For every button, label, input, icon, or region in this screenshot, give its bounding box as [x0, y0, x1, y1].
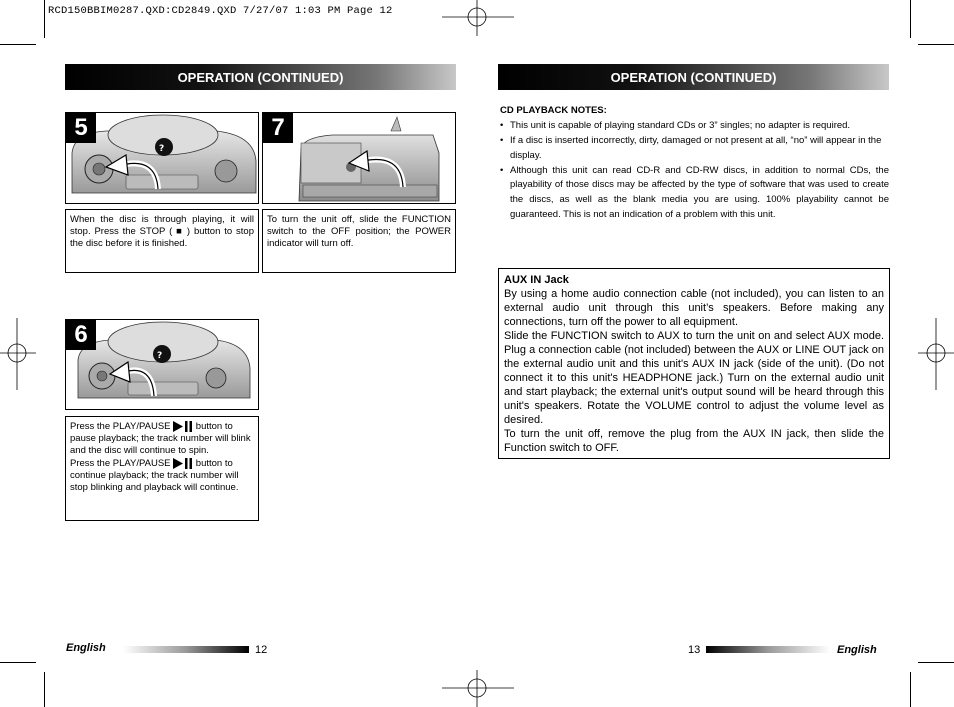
registration-mark-icon [918, 318, 954, 390]
aux-in-title: AUX IN Jack [504, 274, 569, 286]
step-5-caption: When the disc is through playing, it will stop. Press the STOP ( ■ ) button to stop the disc before it is finished. [65, 209, 259, 273]
step-number: 6 [66, 320, 96, 350]
crop-mark [0, 44, 36, 45]
step-number: 7 [263, 113, 293, 143]
cd-playback-notes-list [499, 119, 889, 223]
right-page-header: OPERATION (CONTINUED) [498, 64, 889, 90]
registration-mark-icon [0, 318, 36, 390]
footer-gradient-bar [706, 646, 830, 653]
step-7-caption: To turn the unit off, slide the FUNCTION switch to the OFF position; the POWER indicator will turn off. [262, 209, 456, 273]
aux-in-section [498, 268, 890, 459]
svg-text:?: ? [159, 144, 165, 154]
step-6-caption: Press the PLAY/PAUSE button to pause playback; the track number will blink and the disc will continue to spin. Press the PLAY/PAUSE button to continue playback; the track number will stop blinking and playback will continue. [65, 416, 259, 521]
list-item: • If a disc is inserted incorrectly, dirty, damaged or not present at all, “no” will appear in the display. [499, 134, 889, 163]
footer-gradient-bar [123, 646, 249, 653]
play-pause-icon [173, 458, 193, 469]
crop-mark [0, 662, 36, 663]
step-6-illustration [65, 319, 259, 410]
registration-mark-icon [442, 670, 514, 707]
aux-paragraph: By using a home audio connection cable (not included), you can listen to an external audio unit through this unit’s speakers. Before making any connections, turn off the power to all equipment. [504, 288, 884, 328]
page-number-right: 13 [688, 644, 701, 656]
page-number-left: 12 [255, 644, 268, 656]
footer-language-left: English [66, 642, 106, 654]
registration-mark-icon [442, 0, 514, 36]
step-7-illustration [262, 112, 456, 204]
crop-mark [910, 672, 911, 707]
crop-mark [918, 44, 954, 45]
aux-paragraph: Slide the FUNCTION switch to AUX to turn the unit on and select AUX mode. Plug a connection cable (not included) between the AUX or LINE OUT jack on the external audio unit and this unit's AUX IN jack (side of the unit). (Do not connect it to this unit's HEADPHONE jack.) Turn on the external audio unit and start playback; the external unit's output sound will be heard through this unit's speakers. Rotate the VOLUME control to adjust the volume level as desired. [504, 330, 884, 426]
step-number: 5 [66, 113, 96, 143]
footer-language-right: English [837, 644, 877, 656]
play-pause-icon [173, 421, 193, 432]
left-page-header: OPERATION (CONTINUED) [65, 64, 456, 90]
crop-mark [44, 672, 45, 707]
crop-mark [44, 0, 45, 38]
cd-playback-notes-title: CD PLAYBACK NOTES: [500, 105, 607, 116]
aux-paragraph: To turn the unit off, remove the plug from the AUX IN jack, then slide the Function switch to OFF. [504, 428, 884, 454]
slug-line: RCD150BBIM0287.QXD:CD2849.QXD 7/27/07 1:03 PM Page 12 [48, 5, 393, 17]
step-5-illustration [65, 112, 259, 204]
svg-text:?: ? [157, 351, 163, 361]
list-item: • Although this unit can read CD-R and CD-RW discs, in addition to normal CDs, the playability of those discs may be affected by the type of software that was used to create the discs, as well as the blank media you are using. 100% playability cannot be guaranteed. This is not an indication of a problem with this unit. [499, 164, 889, 222]
list-item: • This unit is capable of playing standard CDs or 3” singles; no adapter is required. [499, 119, 889, 134]
crop-mark [910, 0, 911, 38]
crop-mark [918, 662, 954, 663]
